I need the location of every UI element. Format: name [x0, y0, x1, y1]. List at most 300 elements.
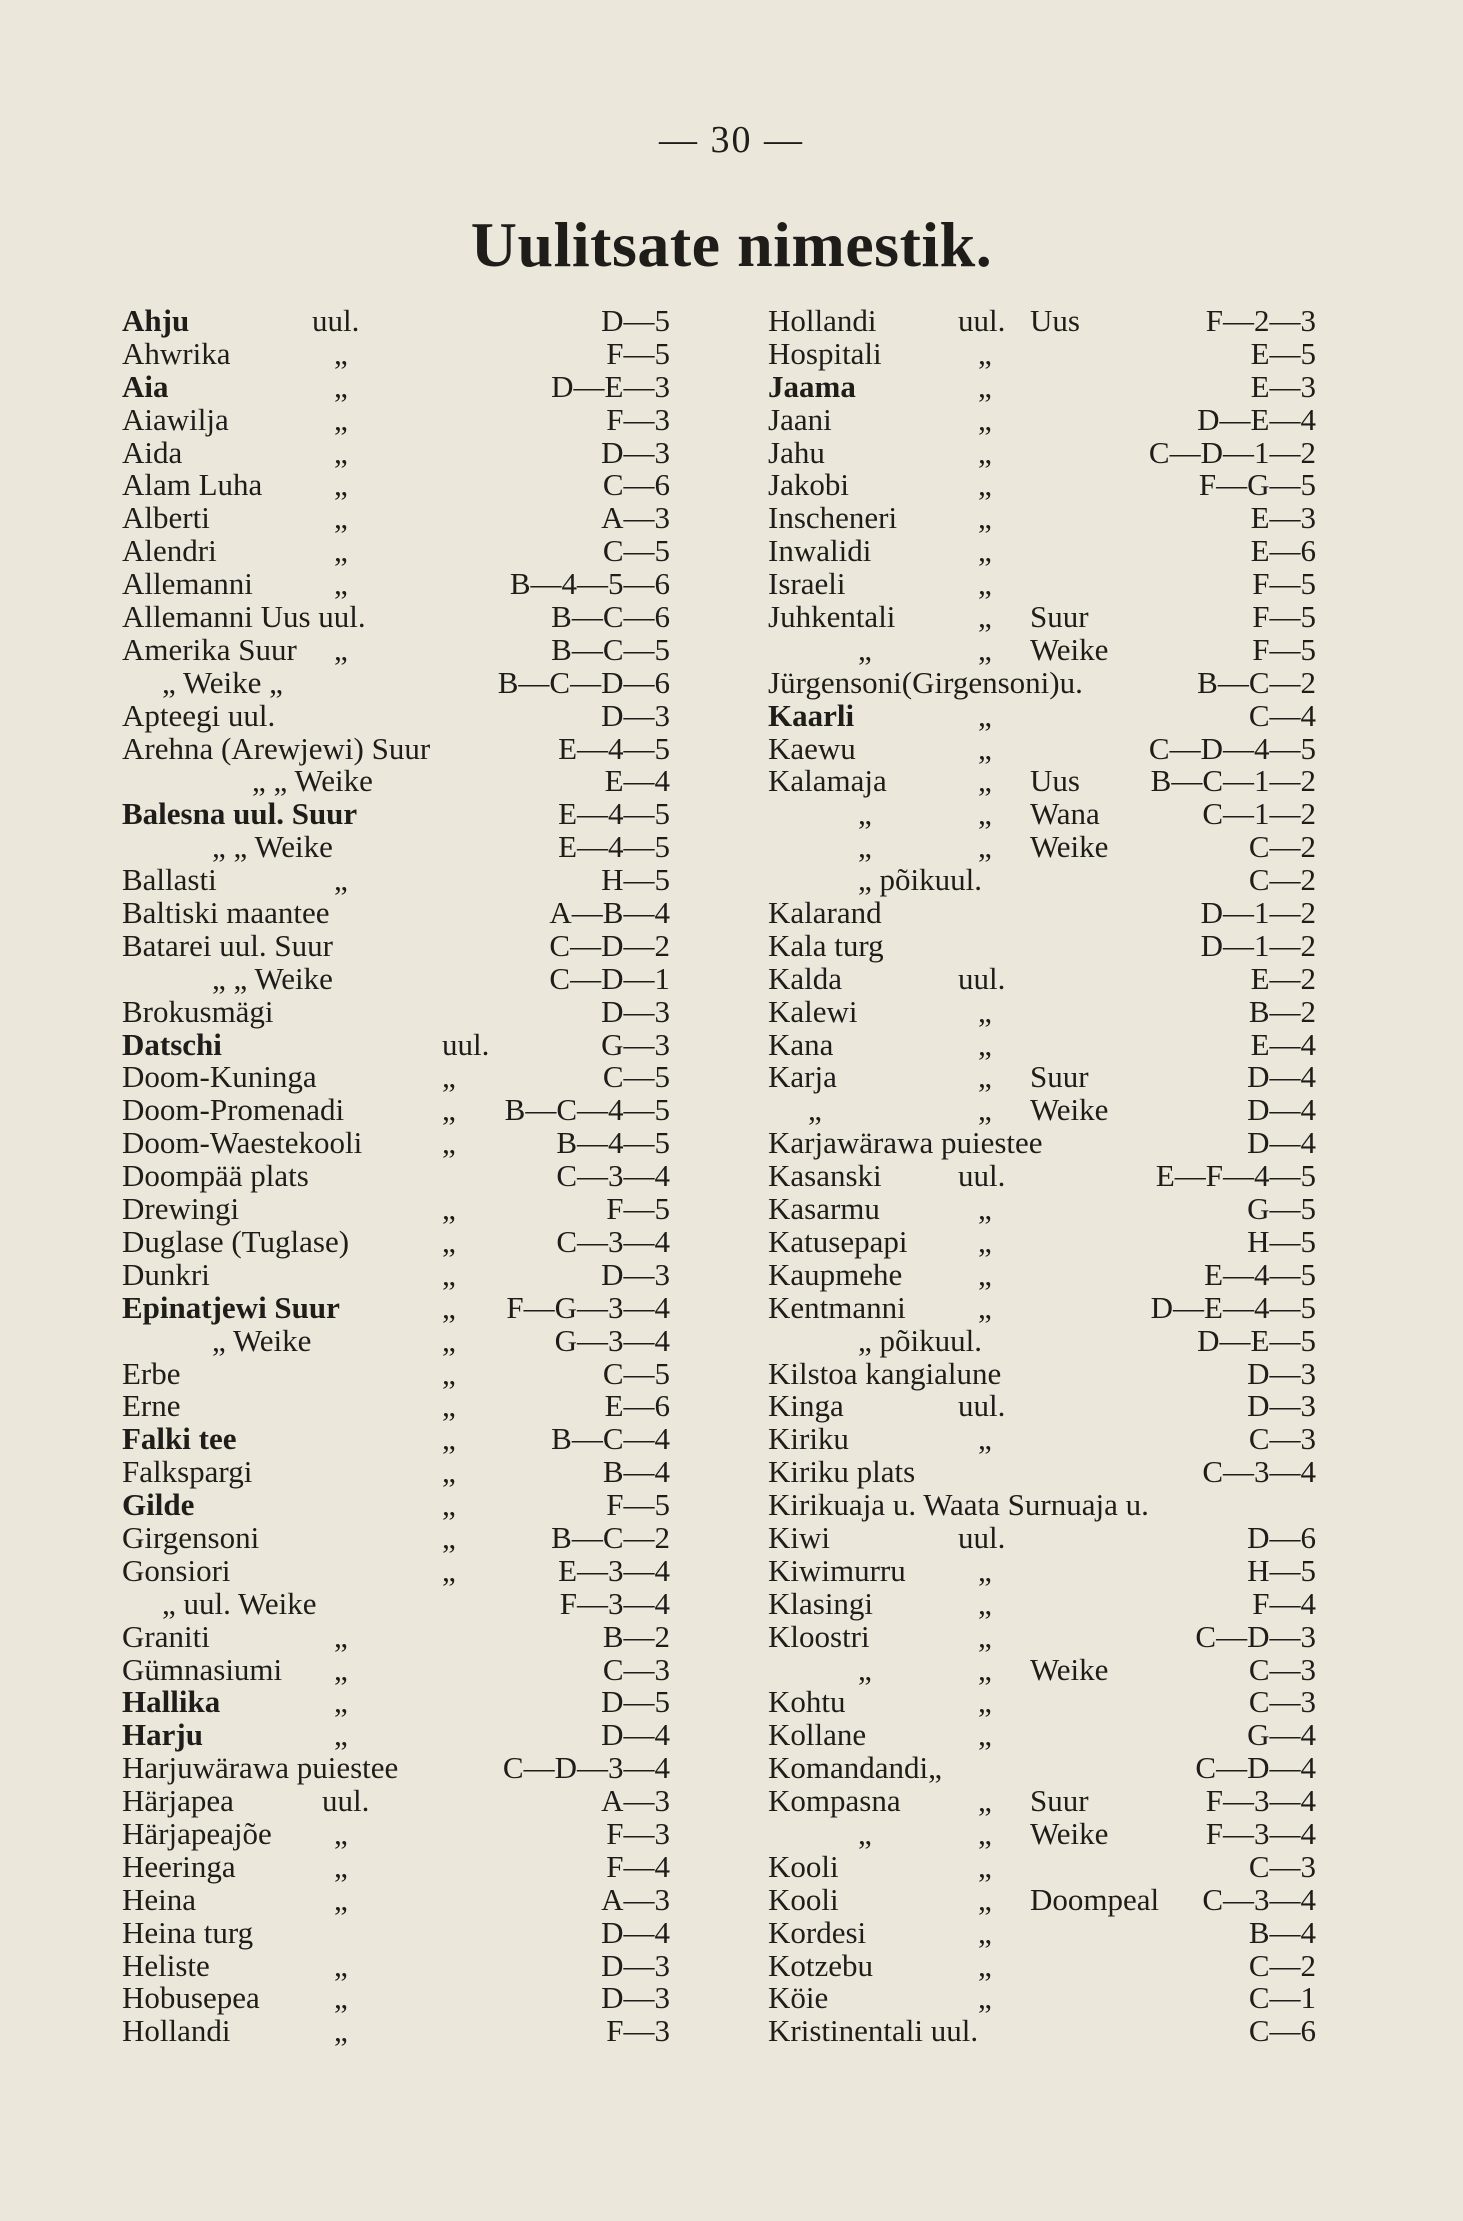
- street-type: uul.: [958, 1158, 1006, 1194]
- street-entry: [122, 1322, 670, 1358]
- street-name: Falkspargi: [122, 1454, 253, 1490]
- street-type: „: [978, 1289, 992, 1325]
- street-name: Arehna (Arewjewi) Suur: [122, 730, 431, 766]
- street-type: „: [334, 1980, 348, 2016]
- street-type: „: [978, 1980, 992, 2016]
- street-name: Heliste: [122, 1947, 210, 1983]
- map-grid-code: C—D—3—4: [502, 1750, 670, 1786]
- street-type: „: [334, 1881, 348, 1917]
- map-grid-code: F—3—4: [1205, 1815, 1316, 1851]
- street-name: „ põikuul.: [858, 1322, 982, 1358]
- street-entry: [768, 335, 1316, 371]
- street-entry: [768, 1519, 1316, 1555]
- street-type: „: [334, 1651, 348, 1687]
- street-type: uul.: [958, 1519, 1006, 1555]
- street-list-left-column: [122, 305, 670, 2048]
- street-type: „: [978, 1848, 992, 1884]
- street-qualifier: Uus: [1030, 303, 1080, 338]
- street-type: „: [442, 1519, 456, 1555]
- street-name: Ahju: [122, 303, 190, 338]
- street-entry: [122, 927, 670, 963]
- street-qualifier: Weike: [1030, 829, 1109, 865]
- street-name: Kasarmu: [768, 1191, 880, 1227]
- street-name: Jaama: [768, 368, 856, 404]
- map-grid-code: C—5: [602, 1059, 670, 1095]
- street-name: Katusepapi: [768, 1223, 908, 1259]
- street-entry: [768, 1914, 1316, 1950]
- street-name: Kotzebu: [768, 1947, 874, 1983]
- street-name: Hollandi: [768, 303, 877, 338]
- street-type: uul.: [312, 303, 360, 338]
- page-title: Uulitsate nimestik.: [470, 209, 993, 280]
- street-qualifier: Suur: [1030, 1783, 1089, 1819]
- street-name: Israeli: [768, 566, 846, 602]
- street-name: Klasingi: [768, 1585, 874, 1621]
- map-grid-code: C—6: [602, 467, 670, 503]
- street-entry: [768, 1881, 1316, 1917]
- street-name: Heeringa: [122, 1848, 236, 1884]
- street-entry: [122, 1456, 670, 1489]
- street-type: „: [334, 1848, 348, 1884]
- street-name: Kala turg: [768, 927, 884, 963]
- street-name: Erbe: [122, 1355, 181, 1391]
- street-type: „: [978, 1092, 992, 1128]
- map-grid-code: C—3—4: [556, 1158, 670, 1194]
- map-grid-code: C—D—1: [549, 960, 670, 996]
- map-grid-code: D—E—4: [1197, 401, 1316, 437]
- street-type: „: [442, 1256, 456, 1292]
- map-grid-code: G—3: [601, 1026, 670, 1062]
- map-grid-code: F—2—3: [1205, 303, 1316, 338]
- map-grid-code: F—5: [606, 1191, 670, 1227]
- street-name: Doom-Kuninga: [122, 1059, 317, 1095]
- street-entry: [122, 535, 670, 568]
- street-name: Kloostri: [768, 1618, 870, 1654]
- map-grid-code: C—D—4: [1195, 1750, 1316, 1786]
- street-entry: [768, 1193, 1316, 1226]
- street-type: „: [334, 1717, 348, 1753]
- street-name: Dunkri: [122, 1256, 210, 1292]
- map-grid-code: G—3—4: [554, 1322, 670, 1358]
- street-entry: [122, 601, 670, 634]
- street-name: „: [858, 1815, 872, 1851]
- map-grid-code: C—1: [1248, 1980, 1316, 2016]
- map-grid-code: D—3: [601, 993, 670, 1029]
- street-name: Kiriku plats: [768, 1454, 916, 1490]
- street-name: Harju: [122, 1717, 203, 1753]
- map-grid-code: D—4: [601, 1914, 670, 1950]
- street-entry: [768, 368, 1316, 404]
- map-grid-code: D—6: [1247, 1519, 1316, 1555]
- street-name: Jahu: [768, 434, 825, 470]
- street-type: „: [442, 1223, 456, 1259]
- street-type: „: [978, 434, 992, 470]
- street-type: „: [442, 1487, 456, 1523]
- map-grid-code: C—2: [1248, 862, 1316, 898]
- street-name: Baltiski maantee: [122, 895, 330, 931]
- street-type: „: [978, 829, 992, 865]
- map-grid-code: F—3—4: [1205, 1783, 1316, 1819]
- street-entry: [122, 1848, 670, 1884]
- street-entry: [122, 1519, 670, 1555]
- street-type: „: [442, 1059, 456, 1095]
- street-name: Apteegi uul.: [122, 697, 276, 733]
- street-name: Kristinentali uul.: [768, 2013, 979, 2049]
- map-grid-code: B—2: [1248, 993, 1316, 1029]
- street-type: „: [334, 1815, 348, 1851]
- street-name: Erne: [122, 1388, 181, 1424]
- street-name: Kooli: [768, 1881, 839, 1917]
- map-grid-code: E—3: [1250, 368, 1316, 404]
- street-qualifier: Uus: [1030, 763, 1080, 799]
- map-grid-code: D—3: [1247, 1388, 1316, 1424]
- map-grid-code: F—4: [1252, 1585, 1316, 1621]
- street-entry: [122, 765, 670, 798]
- map-grid-code: E—2: [1250, 960, 1316, 996]
- map-grid-code: F—5: [606, 1487, 670, 1523]
- map-grid-code: D—3: [601, 434, 670, 470]
- street-entry: [768, 1982, 1316, 2015]
- street-name: „: [808, 1092, 822, 1128]
- street-type: uul.: [322, 1783, 370, 1819]
- street-type: „: [978, 1059, 992, 1095]
- street-name: Amerika Suur: [122, 631, 297, 667]
- street-type: „: [978, 401, 992, 437]
- map-grid-code: B—4—5—6: [509, 566, 670, 602]
- street-name: „ põikuul.: [858, 862, 982, 898]
- map-grid-code: C—3: [1248, 1684, 1316, 1720]
- street-name: Graniti: [122, 1618, 210, 1654]
- map-grid-code: B—C—5: [551, 631, 670, 667]
- map-grid-code: F—3: [606, 401, 670, 437]
- street-entry: [768, 1456, 1316, 1489]
- street-name: Kiriku: [768, 1421, 849, 1457]
- street-entry: [768, 798, 1316, 831]
- map-grid-code: A—3: [601, 1783, 670, 1819]
- street-entry: [768, 1322, 1316, 1358]
- street-name: Alam Luha: [122, 467, 263, 503]
- street-type: „: [978, 566, 992, 602]
- map-grid-code: A—3: [601, 500, 670, 536]
- map-grid-code: G—5: [1247, 1191, 1316, 1227]
- map-grid-code: D—4: [1247, 1059, 1316, 1095]
- street-type: „: [978, 631, 992, 667]
- street-type: „: [978, 1914, 992, 1950]
- map-grid-code: D—E—5: [1197, 1322, 1316, 1358]
- map-grid-code: E—4—5: [1204, 1256, 1316, 1292]
- map-grid-code: F—5: [1252, 566, 1316, 602]
- street-type: „: [442, 1289, 456, 1325]
- street-type: „: [442, 1388, 456, 1424]
- street-entry: [122, 1127, 670, 1160]
- street-entry: [122, 1289, 670, 1325]
- street-name: Kalarand: [768, 895, 882, 931]
- map-grid-code: C—1—2: [1202, 796, 1316, 832]
- street-entry: [768, 1815, 1316, 1851]
- street-name: Komandandi„: [768, 1750, 942, 1786]
- street-name: „: [858, 829, 872, 865]
- street-entry: [122, 1552, 670, 1588]
- street-name: Härjapea: [122, 1783, 234, 1819]
- map-grid-code: C—D—1—2: [1148, 434, 1316, 470]
- street-entry: [122, 831, 670, 864]
- map-grid-code: D—1—2: [1200, 895, 1316, 931]
- map-grid-code: B—C—2: [1197, 664, 1316, 700]
- street-name: Karja: [768, 1059, 837, 1095]
- street-entry: [768, 1127, 1316, 1160]
- street-type: „: [442, 1125, 456, 1161]
- street-type: „: [978, 1552, 992, 1588]
- street-qualifier: Weike: [1030, 1651, 1109, 1687]
- street-name: Girgensoni: [122, 1519, 260, 1555]
- street-entry: [122, 1585, 670, 1621]
- street-type: „: [334, 1684, 348, 1720]
- map-grid-code: F—3—4: [559, 1585, 670, 1621]
- street-type: „: [978, 467, 992, 503]
- map-grid-code: C—D—2: [549, 927, 670, 963]
- map-grid-code: F—5: [1252, 599, 1316, 635]
- street-type: „: [978, 368, 992, 404]
- street-name: Kentmanni: [768, 1289, 906, 1325]
- street-qualifier: Weike: [1030, 1815, 1109, 1851]
- map-grid-code: B—C—4: [551, 1421, 670, 1457]
- street-name: Ahwrika: [122, 335, 231, 371]
- street-entry: [768, 1848, 1316, 1884]
- street-entry: [768, 1947, 1316, 1983]
- map-grid-code: B—4—5: [556, 1125, 670, 1161]
- street-entry: [768, 568, 1316, 601]
- street-entry: [122, 1026, 670, 1062]
- street-name: Jakobi: [768, 467, 849, 503]
- street-entry: [768, 993, 1316, 1029]
- street-entry: [768, 1552, 1316, 1588]
- street-type: „: [978, 763, 992, 799]
- map-grid-code: F—3: [606, 1815, 670, 1851]
- street-type: „: [978, 1421, 992, 1457]
- map-grid-code: E—4: [604, 763, 670, 799]
- street-entry: [768, 1651, 1316, 1687]
- street-name: „ „ Weike: [212, 960, 333, 996]
- street-name: Duglase (Tuglase): [122, 1223, 350, 1259]
- map-grid-code: B—C—D—6: [497, 664, 670, 700]
- street-type: „: [978, 500, 992, 536]
- street-entry: [122, 568, 670, 601]
- street-name: Epinatjewi Suur: [122, 1289, 340, 1325]
- street-type: „: [978, 1783, 992, 1819]
- street-entry: [122, 664, 670, 700]
- map-grid-code: D—3: [601, 697, 670, 733]
- street-entry: [122, 305, 670, 338]
- street-entry: [122, 401, 670, 437]
- street-entry: [768, 1061, 1316, 1094]
- street-entry: [768, 1618, 1316, 1654]
- map-grid-code: D—5: [601, 1684, 670, 1720]
- street-type: „: [442, 1421, 456, 1457]
- street-entry: [768, 305, 1316, 338]
- map-grid-code: B—C—1—2: [1150, 763, 1316, 799]
- street-name: „ Weike „: [162, 664, 283, 700]
- street-type: „: [978, 730, 992, 766]
- street-type: „: [334, 467, 348, 503]
- street-entry: [122, 502, 670, 535]
- street-type: „: [978, 1026, 992, 1062]
- street-name: „: [858, 631, 872, 667]
- street-entry: [122, 1193, 670, 1226]
- street-name: Kalda: [768, 960, 843, 996]
- map-grid-code: C—3—4: [556, 1223, 670, 1259]
- street-type: uul.: [442, 1026, 490, 1062]
- street-entry: [122, 1489, 670, 1522]
- street-entry: [768, 1026, 1316, 1062]
- map-grid-code: E—6: [604, 1388, 670, 1424]
- map-grid-code: D—3: [1247, 1355, 1316, 1391]
- street-entry: [768, 697, 1316, 733]
- street-name: Kirikuaja u. Waata Surnuaja u.: [768, 1487, 1149, 1523]
- street-type: „: [978, 599, 992, 635]
- street-name: Heina turg: [122, 1914, 254, 1950]
- street-name: Hallika: [122, 1684, 221, 1720]
- street-entry: [768, 601, 1316, 634]
- street-entry: [122, 1390, 670, 1423]
- street-name: Doom-Promenadi: [122, 1092, 345, 1128]
- street-name: Gümnasiumi: [122, 1651, 283, 1687]
- street-entry: [122, 798, 670, 831]
- street-entry: [768, 1289, 1316, 1325]
- street-entry: [122, 1160, 670, 1193]
- street-name: Hollandi: [122, 2013, 231, 2049]
- street-name: Kaupmehe: [768, 1256, 903, 1292]
- street-name: Aia: [122, 368, 169, 404]
- street-entry: [122, 335, 670, 371]
- street-name: „ uul. Weike: [162, 1585, 317, 1621]
- street-entry: [768, 2015, 1316, 2048]
- map-grid-code: D—E—4—5: [1150, 1289, 1316, 1325]
- street-entry: [122, 1423, 670, 1456]
- street-name: Allemanni: [122, 566, 253, 602]
- street-entry: [768, 960, 1316, 996]
- street-entry: [122, 434, 670, 470]
- street-name: „: [858, 796, 872, 832]
- street-entry: [768, 1256, 1316, 1292]
- street-name: Kalewi: [768, 993, 858, 1029]
- street-entry: [768, 664, 1316, 700]
- street-entry: [768, 1686, 1316, 1719]
- map-grid-code: E—5: [1250, 335, 1316, 371]
- street-entry: [768, 897, 1316, 930]
- street-qualifier: Suur: [1030, 1059, 1089, 1095]
- street-entry: [768, 1785, 1316, 1818]
- street-type: „: [442, 1191, 456, 1227]
- map-grid-code: D—3: [601, 1947, 670, 1983]
- map-grid-code: E—F—4—5: [1155, 1158, 1316, 1194]
- street-name: Alberti: [122, 500, 210, 536]
- street-name: Kana: [768, 1026, 834, 1062]
- street-type: „: [442, 1552, 456, 1588]
- street-type: „: [442, 1322, 456, 1358]
- street-type: „: [978, 1881, 992, 1917]
- street-entry: [122, 1947, 670, 1983]
- street-name: Doom-Waestekooli: [122, 1125, 363, 1161]
- map-grid-code: B—4: [602, 1454, 670, 1490]
- map-grid-code: D—5: [601, 303, 670, 338]
- map-grid-code: F—5: [606, 335, 670, 371]
- map-grid-code: C—2: [1248, 829, 1316, 865]
- street-type: „: [334, 2013, 348, 2049]
- street-entry: [122, 1686, 670, 1719]
- map-grid-code: C—3—4: [1202, 1881, 1316, 1917]
- street-name: Aida: [122, 434, 183, 470]
- street-type: „: [978, 796, 992, 832]
- map-grid-code: C—D—3: [1195, 1618, 1316, 1654]
- map-grid-code: B—C—4—5: [504, 1092, 670, 1128]
- street-name: Balesna uul. Suur: [122, 796, 358, 832]
- street-name: Jürgensoni(Girgensoni)u.: [768, 664, 1083, 700]
- street-name: Kilstoa kangialune: [768, 1355, 1002, 1391]
- street-entry: [122, 469, 670, 502]
- street-type: „: [442, 1454, 456, 1490]
- street-name: Falki tee: [122, 1421, 237, 1457]
- street-name: Kaarli: [768, 697, 855, 733]
- street-entry: [122, 897, 670, 930]
- street-entry: [768, 864, 1316, 897]
- street-qualifier: Suur: [1030, 599, 1089, 635]
- street-entry: [768, 434, 1316, 470]
- map-grid-code: B—4: [1248, 1914, 1316, 1950]
- map-grid-code: G—4: [1247, 1717, 1316, 1753]
- street-name: Alendri: [122, 533, 217, 569]
- street-type: „: [334, 533, 348, 569]
- street-entry: [768, 469, 1316, 502]
- street-name: Allemanni Uus uul.: [122, 599, 366, 635]
- map-grid-code: C—3: [1248, 1651, 1316, 1687]
- street-entry: [768, 1390, 1316, 1423]
- street-type: „: [334, 1947, 348, 1983]
- street-entry: [122, 993, 670, 1029]
- street-type: „: [334, 862, 348, 898]
- map-grid-code: C—3—4: [1202, 1454, 1316, 1490]
- map-grid-code: A—3: [601, 1881, 670, 1917]
- street-type: „: [334, 566, 348, 602]
- street-type: uul.: [958, 303, 1006, 338]
- street-name: Hobusepea: [122, 1980, 260, 2016]
- street-name: Juhkentali: [768, 599, 896, 635]
- street-type: „: [334, 500, 348, 536]
- map-grid-code: E—3—4: [558, 1552, 670, 1588]
- map-grid-code: C—5: [602, 1355, 670, 1391]
- map-grid-code: C—D—4—5: [1148, 730, 1316, 766]
- street-entry: [122, 960, 670, 996]
- map-grid-code: H—5: [1247, 1223, 1316, 1259]
- street-entry: [122, 1881, 670, 1917]
- map-grid-code: F—G—3—4: [506, 1289, 670, 1325]
- street-entry: [122, 1752, 670, 1785]
- street-name: Jaani: [768, 401, 832, 437]
- street-entry: [768, 1355, 1316, 1391]
- street-name: Hospitali: [768, 335, 882, 371]
- street-type: uul.: [958, 1388, 1006, 1424]
- street-name: Aiawilja: [122, 401, 229, 437]
- street-qualifier: Weike: [1030, 631, 1109, 667]
- street-type: „: [334, 434, 348, 470]
- street-entry: [122, 1982, 670, 2015]
- street-type: „: [334, 1618, 348, 1654]
- street-type: uul.: [958, 960, 1006, 996]
- street-name: Kohtu: [768, 1684, 846, 1720]
- map-grid-code: C—2: [1248, 1947, 1316, 1983]
- street-type: „: [978, 1651, 992, 1687]
- map-grid-code: E—4—5: [558, 730, 670, 766]
- street-entry: [122, 864, 670, 897]
